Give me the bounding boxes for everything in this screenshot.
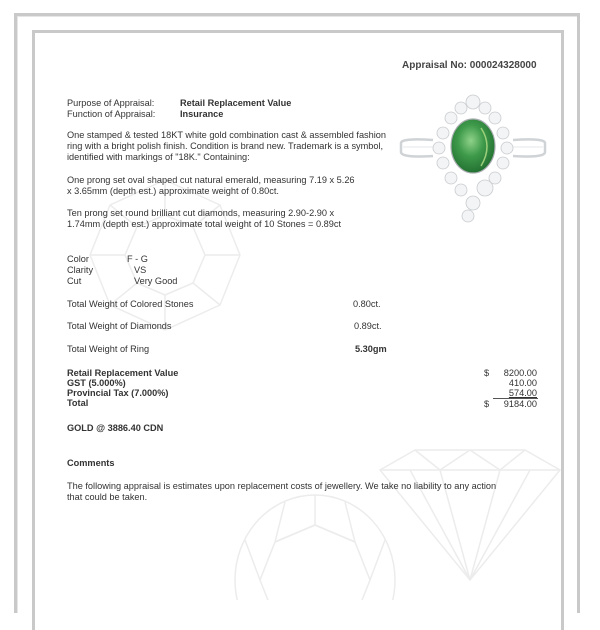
ring-description: One stamped & tested 18KT white gold combination cast & assembled fashion ring with a bright polish finish. Condition is brand new. Trademark is a symbol, identified with markings of "18K." Containing: — [67, 130, 387, 162]
ring-photo — [393, 88, 553, 238]
weight-label-colored-stones: Total Weight of Colored Stones — [67, 299, 194, 309]
purpose-label: Purpose of Appraisal: — [67, 98, 155, 108]
appraisal-number — [402, 60, 537, 71]
grade-value-cut: Very Good — [134, 276, 178, 286]
function-label: Function of Appraisal: — [67, 109, 156, 119]
grade-label-cut: Cut — [67, 276, 82, 286]
weight-value-ring: 5.30gm — [355, 344, 387, 354]
comments-heading: Comments — [67, 458, 115, 468]
valuation-currency-retail: $ — [484, 368, 490, 378]
grade-label-color: Color — [67, 254, 89, 264]
gold-price: GOLD @ 3886.40 CDN — [67, 423, 164, 433]
weight-value-diamonds: 0.89ct. — [354, 321, 382, 331]
grade-value-clarity: VS — [134, 265, 147, 275]
purpose-value: Retail Replacement Value — [180, 98, 292, 108]
weight-value-colored-stones: 0.80ct. — [353, 299, 381, 309]
valuation-amount-gst: 410.00 — [508, 378, 537, 388]
diamond-description: Ten prong set round brilliant cut diamonds, measuring 2.90-2.90 x 1.74mm (depth est.) approximate total weight of 10 Stones = 0.89ct — [67, 208, 341, 229]
appraisal-number-value: 000024328000 — [469, 60, 537, 71]
valuation-label-total: Total — [67, 398, 89, 408]
valuation-currency-total: $ — [484, 399, 490, 409]
valuation-label-retail: Retail Replacement Value — [67, 368, 179, 378]
valuation-amount-total: 9184.00 — [503, 399, 537, 409]
valuation-amount-retail: 8200.00 — [503, 368, 537, 378]
valuation-amount-provincial-tax: 574.00 — [508, 388, 537, 398]
weight-label-diamonds: Total Weight of Diamonds — [67, 321, 172, 331]
valuation-label-gst: GST (5.000%) — [67, 378, 126, 388]
grade-label-clarity: Clarity — [67, 265, 94, 275]
emerald-stone — [451, 119, 495, 173]
appraisal-number-label: Appraisal No: — [402, 60, 468, 71]
emerald-description: One prong set oval shaped cut natural emerald, measuring 7.19 x 5.26 x 3.65mm (depth est.) approximate weight of 0.80ct. — [67, 175, 355, 196]
function-value: Insurance — [180, 109, 224, 119]
comments-text: The following appraisal is estimates upon replacement costs of jewellery. We take no liability to any action that could be taken. — [67, 481, 497, 502]
grade-value-color: F - G — [127, 254, 148, 264]
weight-label-ring: Total Weight of Ring — [67, 344, 150, 354]
valuation-label-provincial-tax: Provincial Tax (7.000%) — [67, 388, 169, 398]
